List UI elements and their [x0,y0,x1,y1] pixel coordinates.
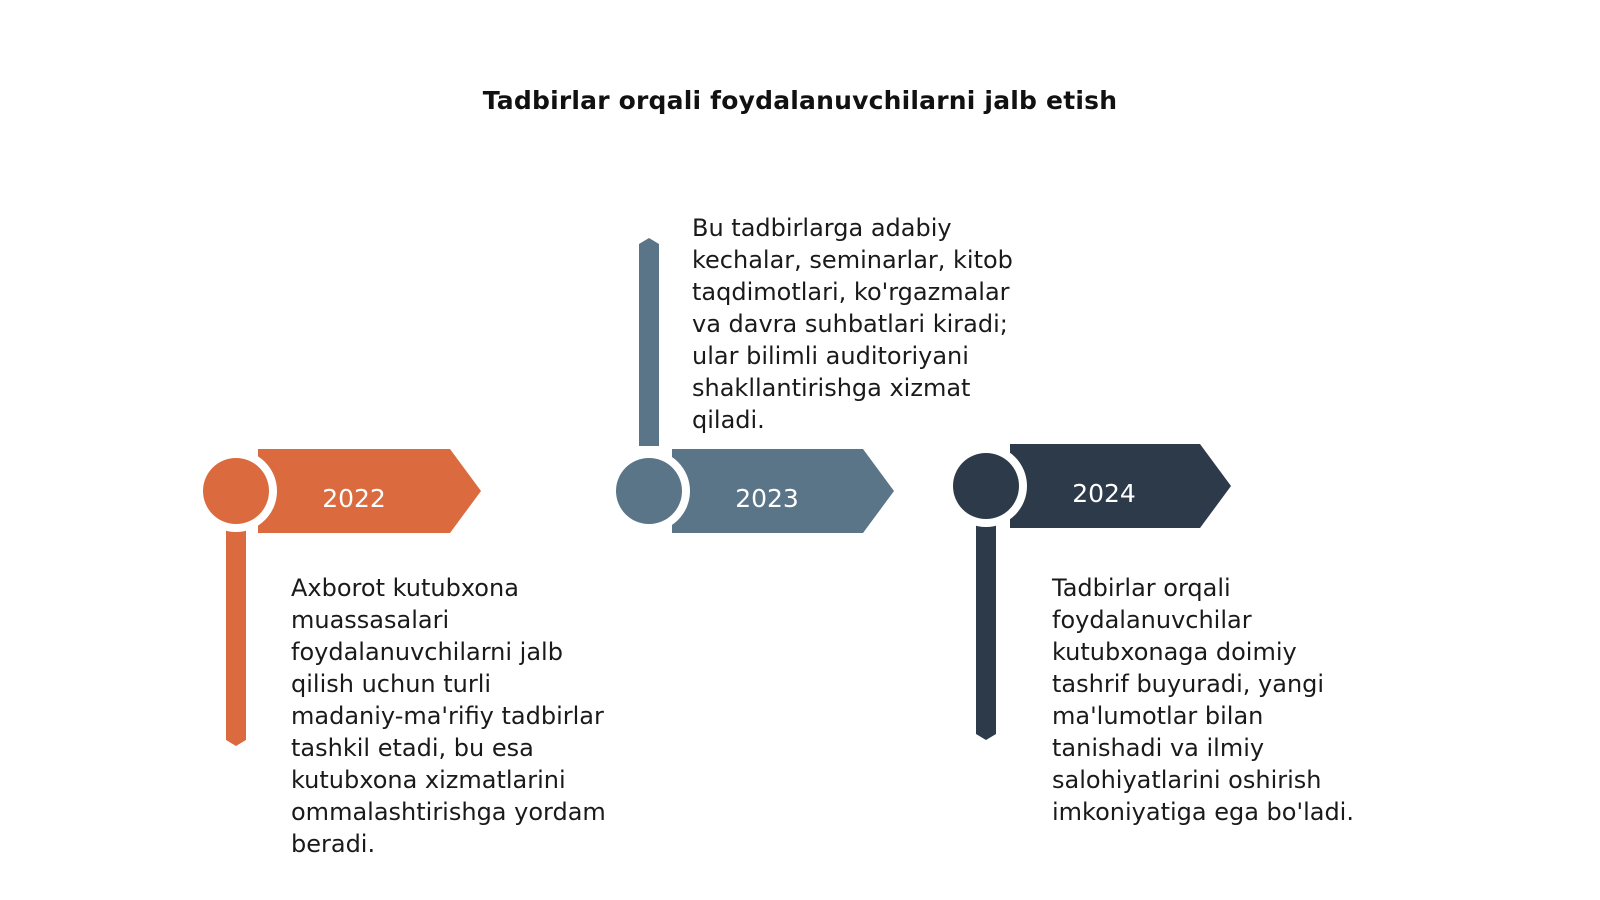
milestone-2024-description: Tadbirlar orqali foydalanuvchilar kutubxonaga doimiy tashrif buyuradi, yangi ma'lumotlar bilan tanishadi va ilmiy salohiyatlarini oshirish imkoniyatiga ega bo'ladi. [1052,574,1354,826]
milestone-2023-year: 2023 [735,484,799,513]
milestone-2022-description: Axborot kutubxona muassasalari foydalanuvchilarni jalb qilish uchun turli madaniy-ma'rifiy tadbirlar tashkil etadi, bu esa kutubxona xizmatlarini ommalashtirishga yordam beradi. [291,574,606,858]
milestone-2022-dot [203,458,269,524]
milestone-2024-year: 2024 [1072,479,1136,508]
milestone-2023-dot [616,458,682,524]
page-title: Tadbirlar orqali foydalanuvchilarni jalb etish [482,86,1118,115]
milestone-2022-stem [226,528,246,746]
milestone-2023-description: Bu tadbirlarga adabiy kechalar, seminarlar, kitob taqdimotlari, ko'rgazmalar va davra suhbatlari kiradi; ular bilimli auditoriyani shakllantirishga xizmat qiladi. [692,214,1013,434]
milestone-2024-dot [953,453,1019,519]
milestone-2023-stem [639,238,659,446]
milestone-2024-stem [976,524,996,740]
milestone-2022-year: 2022 [322,484,386,513]
